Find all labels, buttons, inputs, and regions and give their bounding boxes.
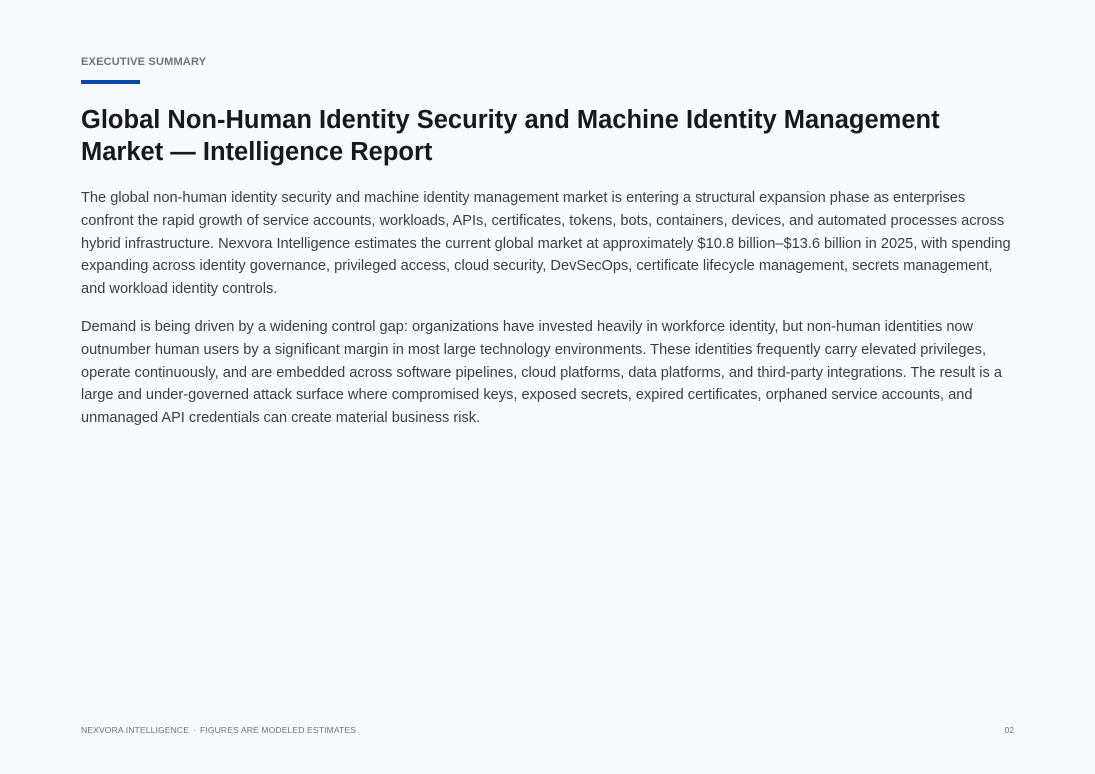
footer-disclaimer: FIGURES ARE MODELED ESTIMATES <box>200 725 357 735</box>
section-label: EXECUTIVE SUMMARY <box>81 56 207 68</box>
accent-bar <box>81 80 140 84</box>
summary-paragraph-1: The global non-human identity security and machine identity management market is entering a structural expansion phase as enterprises confront the rapid growth of service accounts, workloads, APIs, certificates, tokens, bots, containers, devices, and automated processes across hybrid infrastructure. Nexvora Intelligence estimates the current global market at approximately $10.8 billion–$13.6 billion in 2025, with spending expanding across identity governance, privileged access, cloud security, DevSecOps, certificate lifecycle management, secrets management, and workload identity controls. <box>81 190 1011 298</box>
page-title: Global Non-Human Identity Security and Machine Identity Management Market — Intelligence Report <box>81 106 940 166</box>
footer-credits <box>81 725 356 735</box>
footer-publisher: NEXVORA INTELLIGENCE <box>81 725 190 735</box>
footer-separator: · <box>193 725 196 735</box>
page-number: 02 <box>1004 725 1014 735</box>
summary-paragraph-2: Demand is being driven by a widening control gap: organizations have invested heavily in workforce identity, but non-human identities now outnumber human users by a significant margin in most large technology environments. These identities frequently carry elevated privileges, operate continuously, and are embedded across software pipelines, cloud platforms, data platforms, and third-party integrations. The result is a large and under-governed attack surface where compromised keys, exposed secrets, expired certificates, orphaned service accounts, and unmanaged API credentials can create material business risk. <box>81 319 1002 427</box>
